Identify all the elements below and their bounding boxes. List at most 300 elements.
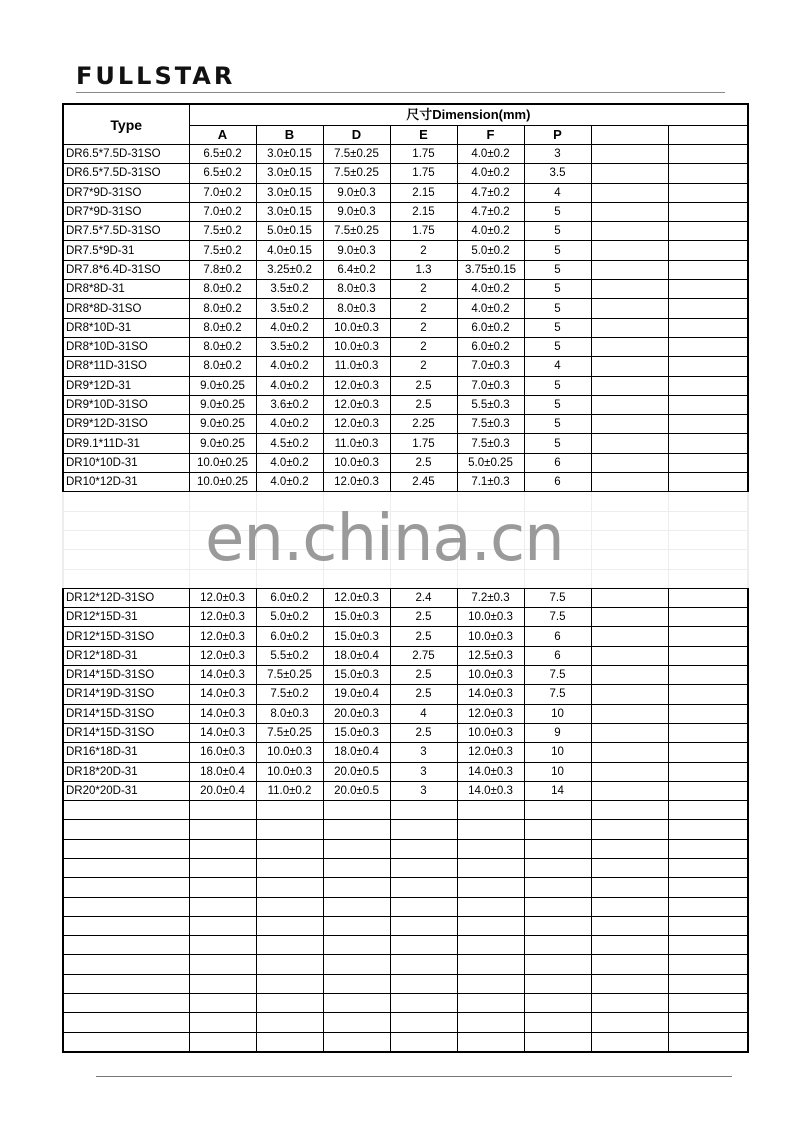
dimension-cell: 9.0±0.3 xyxy=(323,241,390,260)
table-row xyxy=(63,588,748,607)
empty-cell xyxy=(63,820,189,839)
dimension-cell: 3.5±0.2 xyxy=(256,280,323,299)
empty-cell xyxy=(457,839,524,858)
empty-cell xyxy=(390,994,457,1013)
type-cell: DR8*11D-31SO xyxy=(63,357,189,376)
type-cell: DR16*18D-31 xyxy=(63,743,189,762)
empty-cell xyxy=(591,916,668,935)
dimension-cell: 7.0±0.3 xyxy=(457,376,524,395)
empty-row xyxy=(63,801,748,820)
empty-cell xyxy=(668,299,748,318)
dimension-cell: 14.0±0.3 xyxy=(457,762,524,781)
empty-cell xyxy=(591,646,668,665)
dimension-cell: 12.5±0.3 xyxy=(457,646,524,665)
table-row xyxy=(63,280,748,299)
dimension-cell: 4.7±0.2 xyxy=(457,183,524,202)
dimension-cell: 2.5 xyxy=(390,395,457,414)
empty-cell xyxy=(668,936,748,955)
empty-cell xyxy=(390,878,457,897)
empty-cell xyxy=(63,994,189,1013)
empty-cell xyxy=(457,820,524,839)
dimension-cell: 12.0±0.3 xyxy=(189,627,256,646)
dimension-cell: 12.0±0.3 xyxy=(323,473,390,492)
watermark-text: en.china.cn xyxy=(205,502,564,576)
dimension-cell: 3 xyxy=(390,743,457,762)
empty-cell xyxy=(591,1013,668,1032)
empty-cell xyxy=(256,801,323,820)
empty-cell xyxy=(63,858,189,877)
dimension-cell: 16.0±0.3 xyxy=(189,743,256,762)
empty-cell xyxy=(390,955,457,974)
dimension-cell: 6 xyxy=(524,646,591,665)
dimension-cell: 4.0±0.15 xyxy=(256,241,323,260)
dimension-cell: 8.0±0.2 xyxy=(189,357,256,376)
empty-row xyxy=(63,1032,748,1052)
dimension-cell: 7.5 xyxy=(524,608,591,627)
dimension-cell: 9 xyxy=(524,723,591,742)
empty-cell xyxy=(668,839,748,858)
dimension-cell: 15.0±0.3 xyxy=(323,608,390,627)
empty-cell xyxy=(524,974,591,993)
dimension-cell: 10.0±0.3 xyxy=(323,453,390,472)
empty-cell xyxy=(668,164,748,183)
dimension-cell: 3 xyxy=(524,145,591,164)
type-cell: DR18*20D-31 xyxy=(63,762,189,781)
empty-cell xyxy=(390,1013,457,1032)
type-cell: DR8*10D-31SO xyxy=(63,337,189,356)
empty-cell xyxy=(668,743,748,762)
empty-cell xyxy=(189,955,256,974)
empty-cell xyxy=(390,936,457,955)
empty-cell xyxy=(189,974,256,993)
empty-cell xyxy=(668,376,748,395)
dimension-cell: 7.5 xyxy=(524,685,591,704)
dimension-cell: 4.0±0.2 xyxy=(457,164,524,183)
empty-cell xyxy=(323,1013,390,1032)
dimension-cell: 7.5±0.25 xyxy=(256,666,323,685)
empty-row xyxy=(63,994,748,1013)
empty-cell xyxy=(189,1032,256,1052)
dimension-cell: 2.25 xyxy=(390,415,457,434)
empty-cell xyxy=(668,685,748,704)
dimension-cell: 18.0±0.4 xyxy=(323,743,390,762)
dimension-cell: 4.0±0.2 xyxy=(256,357,323,376)
dimension-cell: 4.0±0.2 xyxy=(256,415,323,434)
empty-cell xyxy=(189,878,256,897)
empty-cell xyxy=(189,897,256,916)
dimension-cell: 3.0±0.15 xyxy=(256,164,323,183)
dimension-cell: 7.5±0.3 xyxy=(457,434,524,453)
table-row xyxy=(63,337,748,356)
empty-cell xyxy=(63,1013,189,1032)
dimension-cell: 4.0±0.2 xyxy=(457,280,524,299)
empty-cell xyxy=(591,897,668,916)
dimension-cell: 7.5±0.25 xyxy=(323,164,390,183)
empty-row xyxy=(63,897,748,916)
dimension-cell: 3.5 xyxy=(524,164,591,183)
empty-cell xyxy=(189,820,256,839)
dimension-cell: 7.0±0.2 xyxy=(189,183,256,202)
empty-cell xyxy=(323,955,390,974)
dimension-cell: 5.0±0.2 xyxy=(256,608,323,627)
empty-cell xyxy=(524,839,591,858)
dimension-cell: 19.0±0.4 xyxy=(323,685,390,704)
footer-divider xyxy=(96,1076,732,1077)
dimension-cell: 2 xyxy=(390,299,457,318)
dimension-cell: 6 xyxy=(524,473,591,492)
empty-cell xyxy=(591,974,668,993)
type-cell: DR9.1*11D-31 xyxy=(63,434,189,453)
empty-cell xyxy=(668,260,748,279)
dimension-cell: 2 xyxy=(390,280,457,299)
dimension-cell: 2.15 xyxy=(390,183,457,202)
column-header: F xyxy=(457,126,524,145)
empty-cell xyxy=(668,415,748,434)
dimension-cell: 5 xyxy=(524,222,591,241)
empty-cell xyxy=(323,801,390,820)
dimension-cell: 3.25±0.2 xyxy=(256,260,323,279)
table-row xyxy=(63,762,748,781)
dimension-cell: 10 xyxy=(524,743,591,762)
type-cell: DR8*8D-31 xyxy=(63,280,189,299)
empty-cell xyxy=(256,974,323,993)
dimension-cell: 9.0±0.25 xyxy=(189,415,256,434)
dimension-cell: 4 xyxy=(524,183,591,202)
empty-cell xyxy=(457,801,524,820)
empty-cell xyxy=(63,936,189,955)
table-row xyxy=(63,318,748,337)
empty-cell xyxy=(668,1032,748,1052)
dimension-cell: 7.2±0.3 xyxy=(457,588,524,607)
empty-cell xyxy=(63,801,189,820)
empty-cell xyxy=(591,222,668,241)
table-row xyxy=(63,646,748,665)
dimension-cell: 15.0±0.3 xyxy=(323,723,390,742)
dimension-cell: 14.0±0.3 xyxy=(457,685,524,704)
empty-cell xyxy=(524,1013,591,1032)
dimension-cell: 7.5±0.2 xyxy=(256,685,323,704)
empty-cell xyxy=(668,145,748,164)
empty-cell xyxy=(256,955,323,974)
empty-row xyxy=(63,839,748,858)
dimension-cell: 7.1±0.3 xyxy=(457,473,524,492)
empty-cell xyxy=(591,453,668,472)
dimension-cell: 7.5±0.3 xyxy=(457,415,524,434)
column-header: A xyxy=(189,126,256,145)
empty-cell xyxy=(457,1032,524,1052)
dimension-cell: 3 xyxy=(390,762,457,781)
type-cell: DR7.5*9D-31 xyxy=(63,241,189,260)
empty-cell xyxy=(256,1013,323,1032)
empty-cell xyxy=(591,936,668,955)
dimension-cell: 5 xyxy=(524,299,591,318)
type-cell: DR7*9D-31SO xyxy=(63,183,189,202)
empty-cell xyxy=(668,1013,748,1032)
dimension-cell: 2.5 xyxy=(390,666,457,685)
empty-cell xyxy=(668,202,748,221)
empty-cell xyxy=(591,858,668,877)
empty-cell xyxy=(591,280,668,299)
empty-cell xyxy=(668,183,748,202)
dimension-cell: 4.0±0.2 xyxy=(457,145,524,164)
dimension-cell: 2.5 xyxy=(390,453,457,472)
empty-cell xyxy=(591,260,668,279)
dimension-cell: 3.5±0.2 xyxy=(256,337,323,356)
empty-cell xyxy=(457,1013,524,1032)
empty-cell xyxy=(591,608,668,627)
dimension-cell: 14.0±0.3 xyxy=(189,685,256,704)
empty-cell xyxy=(189,1013,256,1032)
empty-cell xyxy=(323,916,390,935)
dimension-cell: 12.0±0.3 xyxy=(189,588,256,607)
dimension-cell: 7.5±0.25 xyxy=(256,723,323,742)
column-header xyxy=(591,126,668,145)
dimension-cell: 5 xyxy=(524,337,591,356)
empty-cell xyxy=(457,916,524,935)
type-cell: DR7.5*7.5D-31SO xyxy=(63,222,189,241)
dimension-cell: 11.0±0.3 xyxy=(323,434,390,453)
empty-cell xyxy=(323,994,390,1013)
empty-cell xyxy=(390,858,457,877)
dimension-cell: 3.75±0.15 xyxy=(457,260,524,279)
dimension-cell: 5 xyxy=(524,202,591,221)
dimension-cell: 3 xyxy=(390,781,457,800)
dimension-cell: 5 xyxy=(524,395,591,414)
dimension-cell: 8.0±0.2 xyxy=(189,337,256,356)
empty-cell xyxy=(256,858,323,877)
empty-cell xyxy=(256,994,323,1013)
dimension-cell: 2.45 xyxy=(390,473,457,492)
dimension-cell: 7.8±0.2 xyxy=(189,260,256,279)
dimension-cell: 8.0±0.3 xyxy=(323,280,390,299)
empty-cell xyxy=(457,955,524,974)
empty-cell xyxy=(189,916,256,935)
empty-cell xyxy=(591,704,668,723)
dimension-cell: 4 xyxy=(390,704,457,723)
dimension-cell: 12.0±0.3 xyxy=(323,376,390,395)
empty-cell xyxy=(63,1032,189,1052)
empty-cell xyxy=(524,801,591,820)
dimension-cell: 2.5 xyxy=(390,627,457,646)
empty-cell xyxy=(668,337,748,356)
table-row xyxy=(63,627,748,646)
dimension-cell: 18.0±0.4 xyxy=(323,646,390,665)
header-divider xyxy=(76,92,725,93)
table-row xyxy=(63,685,748,704)
dimension-cell: 2.5 xyxy=(390,608,457,627)
empty-cell xyxy=(524,916,591,935)
type-cell: DR14*15D-31SO xyxy=(63,723,189,742)
dimension-cell: 4.0±0.2 xyxy=(256,376,323,395)
dimension-cell: 5 xyxy=(524,434,591,453)
dimension-cell: 4.5±0.2 xyxy=(256,434,323,453)
dimension-cell: 12.0±0.3 xyxy=(323,588,390,607)
empty-cell xyxy=(457,994,524,1013)
dimension-cell: 3.0±0.15 xyxy=(256,183,323,202)
empty-cell xyxy=(323,897,390,916)
empty-row xyxy=(63,916,748,935)
dimension-cell: 2.5 xyxy=(390,376,457,395)
empty-cell xyxy=(668,916,748,935)
dimension-cell: 14.0±0.3 xyxy=(189,704,256,723)
empty-cell xyxy=(668,434,748,453)
dimension-cell: 7.5±0.25 xyxy=(323,222,390,241)
type-cell: DR14*15D-31SO xyxy=(63,704,189,723)
dimension-cell: 6.0±0.2 xyxy=(256,588,323,607)
table-row xyxy=(63,299,748,318)
dimension-cell: 7.0±0.2 xyxy=(189,202,256,221)
dimension-cell: 10.0±0.3 xyxy=(457,627,524,646)
dimension-cell: 8.0±0.3 xyxy=(323,299,390,318)
dimension-cell: 3.6±0.2 xyxy=(256,395,323,414)
dimension-cell: 5 xyxy=(524,376,591,395)
type-cell: DR10*10D-31 xyxy=(63,453,189,472)
empty-row xyxy=(63,974,748,993)
dimension-cell: 9.0±0.25 xyxy=(189,434,256,453)
empty-cell xyxy=(591,337,668,356)
empty-cell xyxy=(668,608,748,627)
dimension-cell: 20.0±0.4 xyxy=(189,781,256,800)
empty-cell xyxy=(668,318,748,337)
dimension-cell: 2.4 xyxy=(390,588,457,607)
dimension-cell: 4.0±0.2 xyxy=(457,222,524,241)
column-header: B xyxy=(256,126,323,145)
empty-row xyxy=(63,820,748,839)
table-row xyxy=(63,666,748,685)
table-row xyxy=(63,415,748,434)
dimension-cell: 20.0±0.3 xyxy=(323,704,390,723)
dimension-cell: 5 xyxy=(524,241,591,260)
empty-cell xyxy=(591,588,668,607)
empty-cell xyxy=(189,858,256,877)
empty-cell xyxy=(591,299,668,318)
empty-cell xyxy=(591,994,668,1013)
dimension-cell: 1.75 xyxy=(390,145,457,164)
empty-cell xyxy=(668,453,748,472)
empty-cell xyxy=(63,974,189,993)
dimension-group-header: 尺寸Dimension(mm) xyxy=(189,104,748,126)
dimension-cell: 4.0±0.2 xyxy=(457,299,524,318)
dimension-cell: 3.5±0.2 xyxy=(256,299,323,318)
empty-cell xyxy=(323,858,390,877)
table-row xyxy=(63,781,748,800)
empty-cell xyxy=(668,994,748,1013)
empty-cell xyxy=(591,145,668,164)
dimension-cell: 7.5 xyxy=(524,588,591,607)
table-row xyxy=(63,453,748,472)
empty-cell xyxy=(668,222,748,241)
dimension-cell: 7.0±0.3 xyxy=(457,357,524,376)
type-cell: DR9*12D-31 xyxy=(63,376,189,395)
dimension-cell: 6.5±0.2 xyxy=(189,164,256,183)
empty-cell xyxy=(323,839,390,858)
dimension-cell: 2.15 xyxy=(390,202,457,221)
empty-cell xyxy=(63,955,189,974)
dimension-cell: 4.0±0.2 xyxy=(256,318,323,337)
type-cell: DR12*12D-31SO xyxy=(63,588,189,607)
empty-cell xyxy=(524,820,591,839)
empty-cell xyxy=(591,357,668,376)
dimension-cell: 9.0±0.3 xyxy=(323,202,390,221)
dimension-cell: 8.0±0.3 xyxy=(256,704,323,723)
dimension-cell: 5.0±0.15 xyxy=(256,222,323,241)
empty-cell xyxy=(668,588,748,607)
empty-cell xyxy=(63,839,189,858)
dimension-cell: 15.0±0.3 xyxy=(323,666,390,685)
dimension-cell: 2 xyxy=(390,318,457,337)
empty-cell xyxy=(256,916,323,935)
watermark-overlay xyxy=(60,492,750,588)
dimension-cell: 10.0±0.25 xyxy=(189,473,256,492)
empty-cell xyxy=(524,1032,591,1052)
dimension-cell: 5 xyxy=(524,280,591,299)
dimension-cell: 10.0±0.3 xyxy=(323,337,390,356)
type-cell: DR9*10D-31SO xyxy=(63,395,189,414)
empty-cell xyxy=(668,646,748,665)
table-row xyxy=(63,183,748,202)
table-row xyxy=(63,241,748,260)
empty-cell xyxy=(390,974,457,993)
empty-cell xyxy=(591,1032,668,1052)
empty-cell xyxy=(591,685,668,704)
empty-cell xyxy=(591,183,668,202)
empty-cell xyxy=(591,395,668,414)
dimension-cell: 12.0±0.3 xyxy=(189,608,256,627)
empty-cell xyxy=(63,897,189,916)
empty-cell xyxy=(256,878,323,897)
empty-cell xyxy=(457,936,524,955)
table-row xyxy=(63,473,748,492)
dimension-cell: 9.0±0.3 xyxy=(323,183,390,202)
dimension-cell: 10.0±0.3 xyxy=(256,762,323,781)
table-row xyxy=(63,395,748,414)
empty-cell xyxy=(591,318,668,337)
empty-cell xyxy=(668,627,748,646)
dimension-cell: 6.4±0.2 xyxy=(323,260,390,279)
dimension-cell: 12.0±0.3 xyxy=(457,743,524,762)
empty-cell xyxy=(256,839,323,858)
dimension-cell: 8.0±0.2 xyxy=(189,280,256,299)
empty-cell xyxy=(189,994,256,1013)
dimension-cell: 12.0±0.3 xyxy=(189,646,256,665)
empty-cell xyxy=(591,781,668,800)
empty-row xyxy=(63,955,748,974)
dimension-cell: 10 xyxy=(524,762,591,781)
dimension-cell: 14.0±0.3 xyxy=(189,723,256,742)
empty-cell xyxy=(524,955,591,974)
dimension-cell: 2.5 xyxy=(390,723,457,742)
empty-cell xyxy=(256,936,323,955)
empty-cell xyxy=(189,801,256,820)
dimension-cell: 7.5 xyxy=(524,666,591,685)
dimension-cell: 12.0±0.3 xyxy=(457,704,524,723)
empty-cell xyxy=(591,839,668,858)
empty-cell xyxy=(524,994,591,1013)
empty-cell xyxy=(390,820,457,839)
dimension-cell: 5.0±0.2 xyxy=(457,241,524,260)
empty-cell xyxy=(457,974,524,993)
table-row xyxy=(63,704,748,723)
empty-cell xyxy=(457,897,524,916)
empty-cell xyxy=(591,164,668,183)
empty-cell xyxy=(591,627,668,646)
table-row xyxy=(63,376,748,395)
empty-cell xyxy=(457,878,524,897)
empty-cell xyxy=(591,415,668,434)
dimension-cell: 6.0±0.2 xyxy=(457,318,524,337)
empty-cell xyxy=(668,897,748,916)
table-row xyxy=(63,202,748,221)
